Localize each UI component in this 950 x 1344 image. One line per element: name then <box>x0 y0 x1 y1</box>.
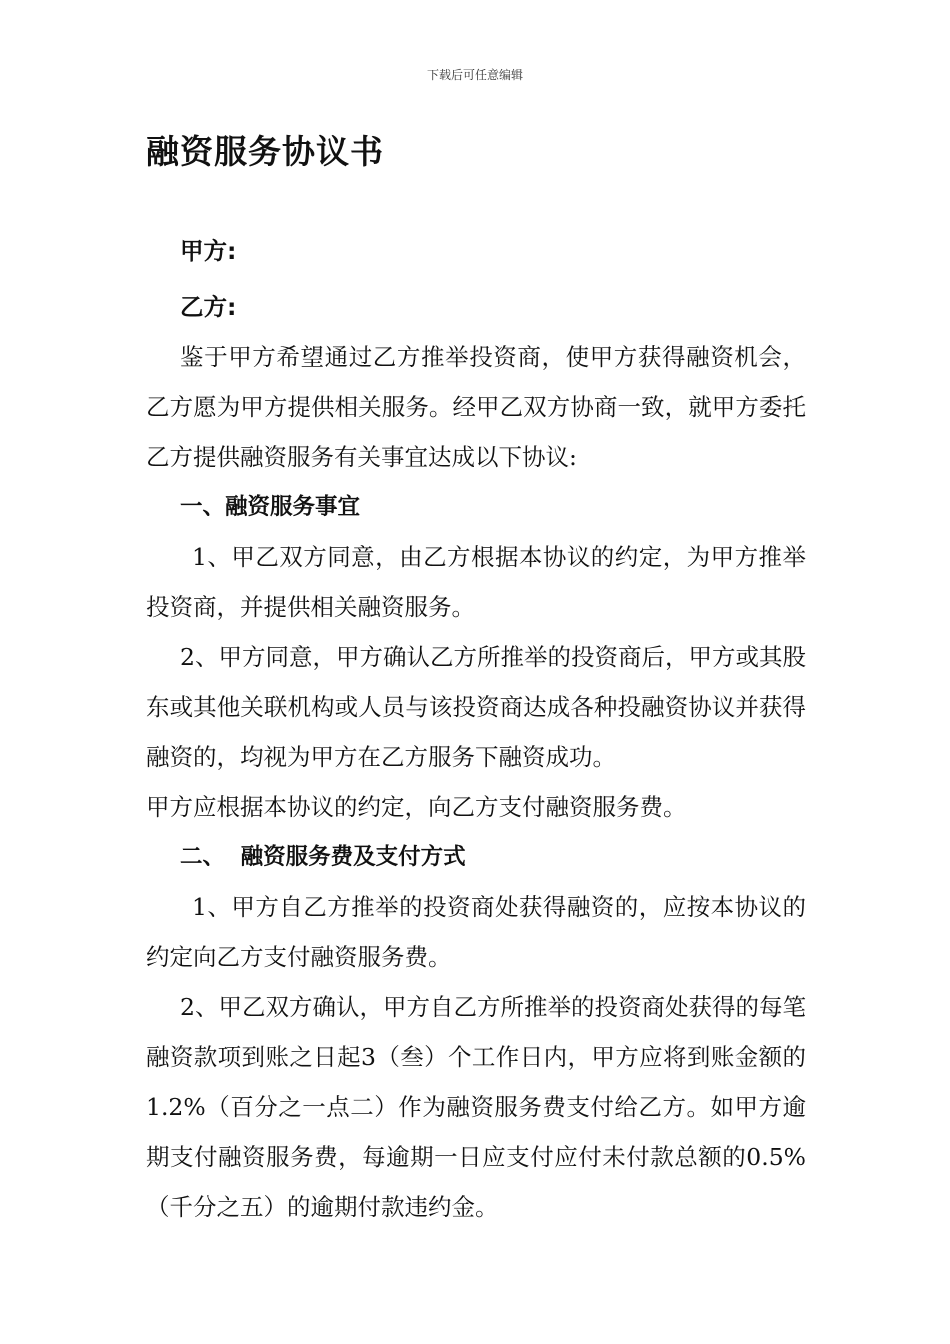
section-1-heading: 一、融资服务事宜 <box>180 494 361 520</box>
header-note: 下载后可任意编辑 <box>426 68 523 82</box>
section-2-heading: 二、 融资服务费及支付方式 <box>180 844 466 870</box>
section-1-clause-1: 1、甲乙双方同意，由乙方根据本协议的约定，为甲方推举投资商，并提供相关融资服务。 <box>146 543 806 621</box>
document-body <box>146 226 806 1232</box>
preamble-paragraph: 鉴于甲方希望通过乙方推举投资商，使甲方获得融资机会，乙方愿为甲方提供相关服务。经甲乙双方协商一致，就甲方委托乙方提供融资服务有关事宜达成以下协议: <box>146 343 806 471</box>
section-1-clause-2: 2、甲方同意，甲方确认乙方所推举的投资商后，甲方或其股东或其他关联机构或人员与该投资商达成各种投融资协议并获得融资的，均视为甲方在乙方服务下融资成功。 <box>146 643 806 771</box>
party-b-label: 乙方: <box>180 293 237 321</box>
section-2-clause-2: 2、甲乙双方确认，甲方自乙方所推举的投资商处获得的每笔融资款项到账之日起3（叁）个工作日内，甲方应将到账金额的1.2%（百分之一点二）作为融资服务费支付给乙方。如甲方逾期支付融资服务费，每逾期一日应支付应付未付款总额的0.5%（千分之五）的逾期付款违约金。 <box>146 993 806 1221</box>
party-a-label: 甲方: <box>180 237 237 265</box>
section-1-clause-2-continued: 甲方应根据本协议的约定，向乙方支付融资服务费。 <box>146 793 687 821</box>
section-2-clause-1: 1、甲方自乙方推举的投资商处获得融资的，应按本协议的约定向乙方支付融资服务费。 <box>146 893 806 971</box>
document-title: 融资服务协议书 <box>146 132 384 171</box>
